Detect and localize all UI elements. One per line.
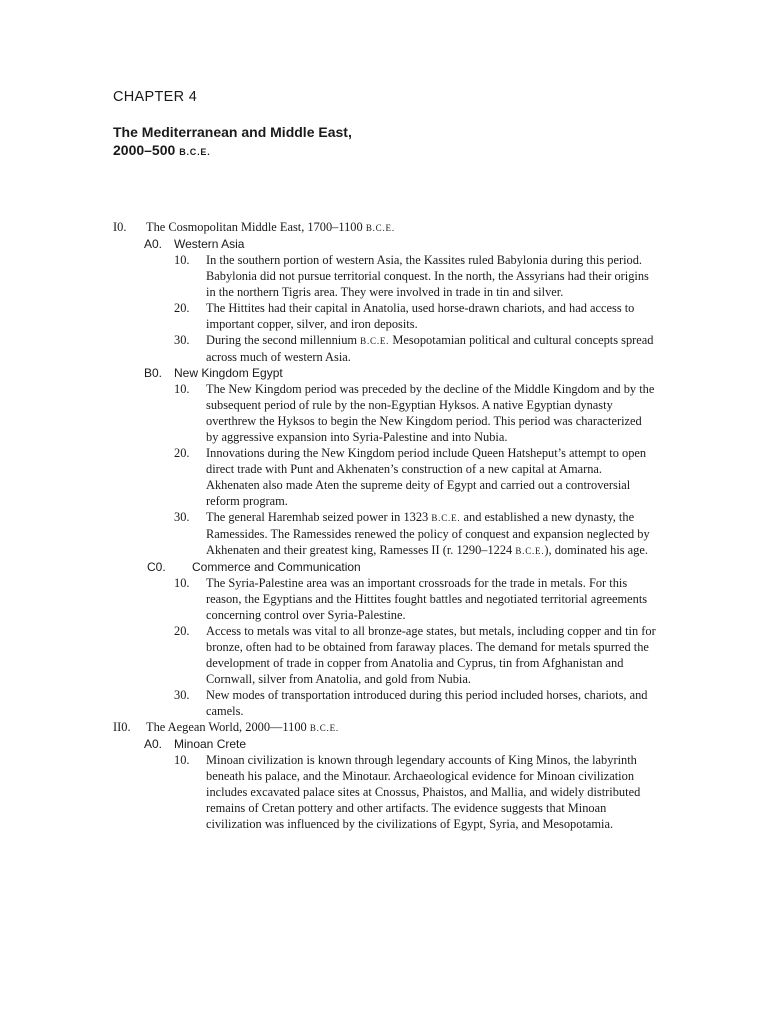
item-number: 20.: [174, 301, 190, 315]
era-abbrev: B.C.E.: [431, 513, 461, 523]
list-item: [0, 332, 768, 365]
section-number: I0.: [113, 220, 127, 234]
list-item: [0, 381, 768, 445]
chapter-title-line2: [113, 141, 352, 161]
list-item: [0, 445, 768, 509]
item-number: 30.: [174, 688, 190, 702]
list-item: [0, 752, 768, 832]
section-title: The Cosmopolitan Middle East, 1700–1100: [146, 220, 363, 234]
era-abbrev: B.C.E.: [360, 336, 390, 346]
outline: [0, 219, 768, 832]
subsection-heading: [0, 559, 768, 575]
item-text: During the second millennium B.C.E. Mesopotamian political and cultural concepts spread across much of western Asia.: [206, 333, 654, 364]
item-text: The New Kingdom period was preceded by the decline of the Middle Kingdom and by the subsequent period of rule by the non-Egyptian Hyksos. A native Egyptian dynasty overthrew the Hyksos to begin the New Kingdom period. This period was characterized by aggressive expansion into Syria-Palestine and into Nubia.: [206, 382, 655, 444]
item-text: Minoan civilization is known through legendary accounts of King Minos, the labyrinth beneath his palace, and the Minotaur. Archaeological evidence for Minoan civilization includes excavated palace sites at Cnossus, Phaistos, and Mallia, and widely distributed remains of Cretan pottery and other artifacts. The evidence suggests that Minoan civilization was influenced by the civilizations of Egypt, Syria, and Mesopotamia.: [206, 753, 641, 831]
list-item: [0, 575, 768, 623]
item-text: Innovations during the New Kingdom period include Queen Hatsheput’s attempt to open direct trade with Punt and Akhenaten’s construction of a new capital at Amarna. Akhenaten also made Aten the supreme deity of Egypt and carried out a controversial reform program.: [206, 446, 647, 508]
section-title: The Aegean World, 2000—1100: [146, 720, 307, 734]
list-item: [0, 300, 768, 332]
section-number: II0.: [113, 720, 131, 734]
subsection-number: B0.: [144, 366, 163, 380]
subsection-number: A0.: [144, 237, 163, 251]
section-heading: [0, 219, 768, 236]
chapter-label: CHAPTER 4: [113, 89, 198, 105]
list-item: [0, 623, 768, 687]
subsection-title: Minoan Crete: [174, 737, 247, 751]
chapter-title-line1: The Mediterranean and Middle East,: [113, 124, 352, 140]
item-number: 20.: [174, 624, 190, 638]
subsection-number: A0.: [144, 737, 163, 751]
item-number: 10.: [174, 576, 190, 590]
item-text: In the southern portion of western Asia, the Kassites ruled Babylonia during this period. Babylonia did not pursue territorial conquest. In the north, the Assyrians had their origins in the northern Tigris area. They were involved in trade in tin and silver.: [206, 253, 649, 299]
subsection-number: C0.: [147, 560, 166, 574]
subsection-title: New Kingdom Egypt: [174, 366, 283, 380]
item-number: 20.: [174, 446, 190, 460]
list-item: [0, 509, 768, 559]
section-era: B.C.E.: [309, 723, 339, 733]
subsection-heading: [0, 736, 768, 752]
subsection-title: Western Asia: [174, 237, 245, 251]
section-heading: [0, 719, 768, 736]
item-number: 10.: [174, 253, 190, 267]
chapter-title-dates: 2000–500: [113, 142, 176, 158]
item-text: The Syria-Palestine area was an important crossroads for the trade in metals. For this reason, the Egyptians and the Hittites fought battles and negotiated territorial agreements concerning control over Syria-Palestine.: [206, 576, 648, 622]
list-item: [0, 687, 768, 719]
chapter-title-era: B.C.E.: [179, 147, 211, 157]
item-number: 10.: [174, 753, 190, 767]
chapter-title: [113, 123, 352, 161]
item-text: The Hittites had their capital in Anatolia, used horse-drawn chariots, and had access to important copper, silver, and iron deposits.: [206, 301, 635, 331]
item-number: 30.: [174, 510, 190, 524]
subsection-heading: [0, 236, 768, 252]
subsection-title: Commerce and Communication: [192, 560, 361, 574]
section-era: B.C.E.: [365, 223, 395, 233]
item-text: The general Haremhab seized power in 1323 B.C.E. and established a new dynasty, the Ramessides. The Ramessides renewed the policy of conquest and expansion neglected by Akhenaten and their greatest king, Ramesses II (r. 1290–1224 B.C.E.), dominated his age.: [206, 510, 650, 557]
item-text: New modes of transportation introduced during this period included horses, chariots, and camels.: [206, 688, 648, 718]
item-text: Access to metals was vital to all bronze-age states, but metals, including copper and tin for bronze, often had to be obtained from faraway places. The demand for metals spurred the development of trade in copper from Anatolia and Cyprus, tin from Afghanistan and Cornwall, silver from Anatolia, and gold from Nubia.: [206, 624, 656, 686]
item-number: 10.: [174, 382, 190, 396]
list-item: [0, 252, 768, 300]
subsection-heading: [0, 365, 768, 381]
item-number: 30.: [174, 333, 190, 347]
era-abbrev: B.C.E.: [515, 546, 545, 556]
